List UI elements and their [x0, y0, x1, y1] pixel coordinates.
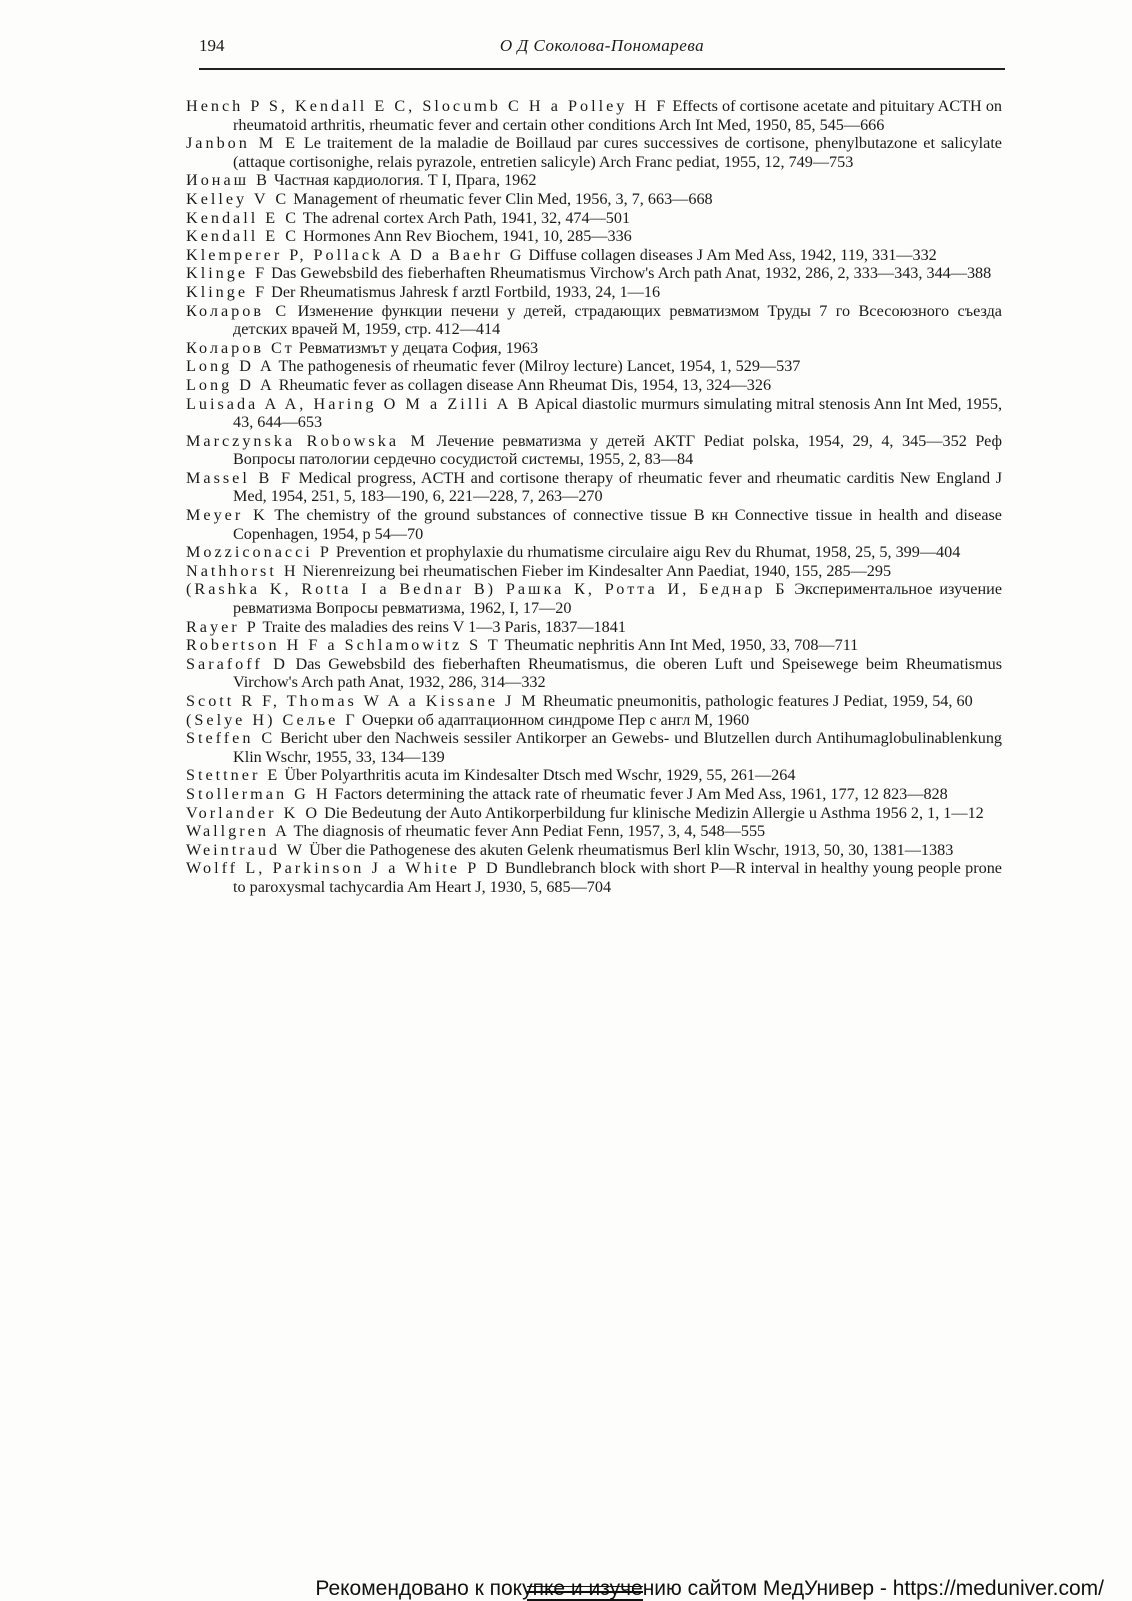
reference-author: Ионаш В	[186, 171, 270, 190]
reference-author: Scott R F, Thomas W A a Kissane J M	[186, 692, 539, 710]
reference-author: Stollerman G H	[186, 784, 331, 803]
reference-entry	[186, 636, 1002, 655]
footer-watermark-text: Рекомендовано к покупке и изучению сайтом МедУнивер - https://meduniver.com/	[315, 1577, 1104, 1600]
reference-entry	[186, 822, 1002, 841]
reference-text: Ревматизмът у децата София, 1963	[298, 338, 539, 357]
reference-text: Rheumatic fever as collagen disease Ann Rheumat Dis, 1954, 13, 324—326	[278, 375, 772, 394]
reference-text: Le traitement de la maladie de Boillaud par cures successives de cortisone, phenylbutazone et salicylate (attaque cortisonighe, relais pyrazole, entretien salicyle) Arch Franc pediat, 1955, 12, 749—753	[233, 134, 1002, 171]
reference-entry	[186, 209, 1002, 228]
reference-author: Janbon M E	[186, 134, 298, 153]
reference-author: (Rashka K, Rotta I a Bednar B) Рашка К, Ротта И, Беднар Б	[186, 580, 788, 599]
reference-author: Wolff L, Parkinson J a White P D	[186, 859, 501, 878]
reference-text: Hormones Ann Rev Biochem, 1941, 10, 285—336	[303, 227, 632, 246]
reference-author: Nathhorst H	[186, 561, 299, 580]
reference-text: Частная кардиология. Т I, Прага, 1962	[274, 171, 537, 190]
reference-author: Stettner E	[186, 766, 281, 785]
reference-entry	[186, 134, 1002, 171]
reference-entry	[186, 711, 1002, 730]
running-title: О Д Соколова-Пономарева	[499, 36, 705, 55]
reference-entry	[186, 246, 1002, 265]
reference-text: The pathogenesis of rheumatic fever (Milroy lecture) Lancet, 1954, 1, 529—537	[278, 357, 801, 376]
reference-author: Robertson H F a Schlamowitz S T	[186, 636, 501, 655]
reference-entry	[186, 562, 1002, 581]
reference-text: Effects of cortisone acetate and pituitary ACTH on rheumatoid arthritis, rheumatic fever and certain other conditions Arch Int Med, 1950, 85, 545—666	[233, 97, 1003, 134]
reference-list	[186, 97, 1002, 897]
reference-text: Apical diastolic murmurs simulating mitral stenosis Ann Int Med, 1955, 43, 644—653	[233, 394, 1002, 432]
reference-text: Theumatic nephritis Ann Int Med, 1950, 33, 708—711	[504, 636, 859, 655]
reference-author: Luisada A A, Haring O M a Zilli A B	[186, 394, 532, 413]
reference-author: Massel B F	[186, 468, 293, 487]
reference-text: Лечение ревматизма у детей АКТГ Pediat polska, 1954, 29, 4, 345—352 Реф Вопросы патологии сердечно сосудистой системы, 1955, 2, 83—84	[233, 431, 1003, 469]
reference-text: Bericht uber den Nachweis sessiler Antikorper an Gewebs- und Blutzellen durch Antihumaglobulinablenkung Klin Wschr, 1955, 33, 134—139	[233, 729, 1003, 766]
reference-author: Коларов С	[186, 301, 290, 320]
reference-entry	[186, 302, 1002, 339]
reference-author: Steffen C	[186, 729, 276, 748]
reference-entry	[186, 655, 1002, 692]
reference-author: Rayer P	[186, 617, 259, 636]
reference-author: Kelley V C	[186, 189, 290, 208]
reference-text: Diffuse collagen diseases J Am Med Ass, 1942, 119, 331—332	[528, 245, 937, 264]
reference-author: Kendall E C	[186, 208, 300, 227]
reference-text: Экспериментальное изучение ревматизма Вопросы ревматизма, 1962, I, 17—20	[233, 580, 1003, 618]
reference-entry	[186, 376, 1002, 395]
reference-text: Über die Pathogenese des akuten Gelenk rheumatismus Berl klin Wschr, 1913, 50, 30, 1381—1383	[309, 840, 954, 859]
reference-text: Изменение функции печени у детей, страдающих ревматизмом Труды 7 го Всесоюзного съезда детских врачей М, 1959, стр. 412—414	[233, 301, 1002, 339]
reference-entry	[186, 859, 1002, 896]
reference-entry	[186, 692, 1002, 711]
reference-author: Klinge F	[186, 264, 268, 283]
reference-text: Management of rheumatic fever Clin Med, 1956, 3, 7, 663—668	[293, 189, 713, 208]
reference-text: Rheumatic pneumonitis, pathologic features J Pediat, 1959, 54, 60	[542, 692, 973, 710]
reference-author: Weintraud W	[186, 840, 306, 859]
reference-text: Factors determining the attack rate of rheumatic fever J Am Med Ass, 1961, 177, 12 823—828	[334, 784, 948, 803]
reference-text: Nierenreizung bei rheumatischen Fieber im Kindesalter Ann Paediat, 1940, 155, 285—295	[302, 561, 892, 580]
reference-entry	[186, 580, 1002, 617]
reference-entry	[186, 432, 1002, 469]
reference-entry	[186, 171, 1002, 190]
reference-text: Das Gewebsbild des fieberhaften Rheumatismus Virchow's Arch path Anat, 1932, 286, 2, 333—343, 344—388	[271, 264, 992, 283]
reference-text: Der Rheumatismus Jahresk f arztl Fortbild, 1933, 24, 1—16	[271, 282, 661, 301]
reference-text: Medical progress, ACTH and cortisone therapy of rheumatic fever and rheumatic carditis New England J Med, 1954, 251, 5, 183—190, 6, 221—228, 7, 263—270	[233, 468, 1002, 506]
reference-entry	[186, 785, 1002, 804]
reference-entry	[186, 841, 1002, 860]
reference-text: The diagnosis of rheumatic fever Ann Pediat Fenn, 1957, 3, 4, 548—555	[293, 822, 766, 841]
reference-text: Traite des maladies des reins V 1—3 Paris, 1837—1841	[262, 617, 626, 636]
reference-text: Очерки об адаптационном синдроме Пер с англ М, 1960	[361, 710, 750, 729]
reference-text: The chemistry of the ground substances of connective tissue В кн Connective tissue in health and disease Copenhagen, 1954, p 54—70	[233, 506, 1002, 543]
reference-entry	[186, 339, 1002, 358]
reference-author: Klemperer P, Pollack A D a Baehr G	[186, 245, 525, 264]
reference-entry	[186, 190, 1002, 209]
reference-text: The adrenal cortex Arch Path, 1941, 32, 474—501	[302, 208, 631, 227]
reference-author: Mozziconacci P	[186, 543, 332, 562]
reference-text: Über Polyarthritis acuta im Kindesalter Dtsch med Wschr, 1929, 55, 261—264	[284, 766, 796, 785]
reference-entry	[186, 283, 1002, 302]
page-number: 194	[199, 36, 225, 55]
reference-author: Коларов Ст	[186, 338, 295, 357]
reference-text: Bundlebranch block with short P—R interval in healthy young people prone to paroxysmal tachycardia Am Heart J, 1930, 5, 685—704	[233, 859, 1002, 896]
reference-entry	[186, 804, 1002, 823]
reference-author: Sarafoff D	[186, 654, 288, 673]
reference-author: (Selye H) Селье Г	[186, 710, 358, 729]
reference-entry	[186, 543, 1002, 562]
reference-author: Long D A	[186, 375, 275, 394]
reference-text: Das Gewebsbild des fieberhaften Rheumatismus, die oberen Luft und Speisewege beim Rheumatismus Virchow's Arch path Anat, 1932, 286, 314—332	[233, 654, 1002, 692]
reference-author: Long D A	[186, 357, 275, 376]
reference-author: Klinge F	[186, 282, 268, 301]
reference-author: Vorlander K O	[186, 803, 321, 822]
reference-entry	[186, 618, 1002, 637]
reference-entry	[186, 357, 1002, 376]
reference-entry	[186, 766, 1002, 785]
reference-author: Kendall E C	[186, 227, 300, 246]
reference-entry	[186, 264, 1002, 283]
reference-author: Meyer K	[186, 506, 268, 525]
reference-text: Prevention et prophylaxie du rhumatisme circulaire aigu Rev du Rhumat, 1958, 25, 5, 399—404	[335, 543, 961, 562]
reference-text: Die Bedeutung der Auto Antikorperbildung fur klinische Medizin Allergie u Asthma 1956 2, 1, 1—12	[324, 803, 984, 822]
reference-entry	[186, 97, 1002, 134]
reference-entry	[186, 395, 1002, 432]
reference-entry	[186, 469, 1002, 506]
reference-entry	[186, 729, 1002, 766]
reference-author: Wallgren A	[186, 822, 290, 841]
reference-author: Marczynska Robowska M	[186, 431, 428, 450]
page-header	[199, 32, 1005, 70]
reference-entry	[186, 227, 1002, 246]
reference-author: Hench P S, Kendall E C, Slocumb C H a Polley H F	[186, 97, 669, 115]
reference-entry	[186, 506, 1002, 543]
